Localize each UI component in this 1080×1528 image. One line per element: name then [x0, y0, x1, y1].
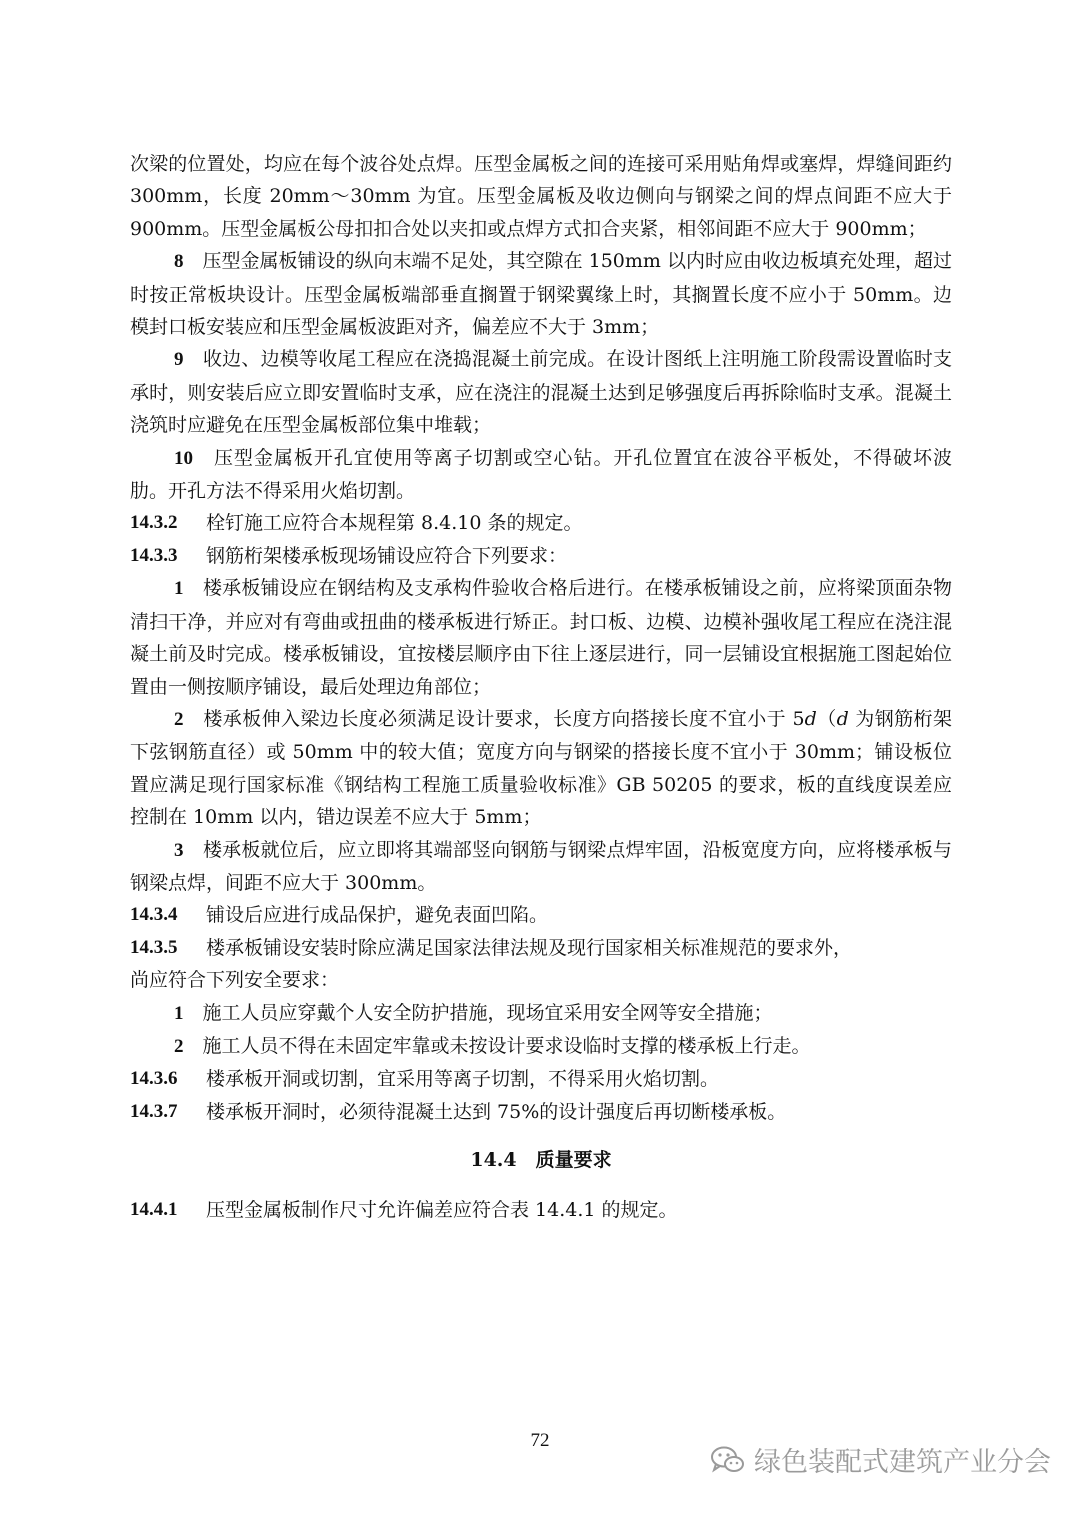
clause-14-3-5: [130, 932, 952, 964]
sub-item-1: [130, 572, 952, 703]
safety-item-1: [130, 997, 952, 1030]
item-number: 9: [174, 349, 184, 371]
item-text: 施工人员应穿戴个人安全防护措施，现场宜采用安全网等安全措施；: [202, 1001, 773, 1024]
clause-text: 楼承板开洞或切割，宜采用等离子切割，不得采用火焰切割。: [206, 1068, 720, 1091]
list-item-9: [130, 343, 952, 441]
section-title: 14.4 质量要求: [470, 1149, 612, 1172]
safety-item-2: [130, 1030, 952, 1063]
list-item-10: [130, 442, 952, 508]
clause-text: 钢筋桁架楼承板现场铺设应符合下列要求：: [206, 544, 568, 567]
clause-14-3-6: [130, 1063, 952, 1095]
clause-number: 14.3.6: [130, 1068, 178, 1090]
item-text: 收边、边模等收尾工程应在浇捣混凝土前完成。在设计图纸上注明施工阶段需设置临时支承时，则安装后应立即安置临时支承，应在浇注的混凝土达到足够强度后再拆除临时支承。混凝土浇筑时应避免在压型金属板部位集中堆载；: [130, 348, 952, 437]
clause-number: 14.3.4: [130, 904, 178, 926]
clause-14-3-4: [130, 899, 952, 931]
item-text: 施工人员不得在未固定牢靠或未按设计要求设临时支撑的楼承板上行走。: [202, 1034, 811, 1057]
clause-number: 14.3.7: [130, 1100, 178, 1122]
wechat-icon: [710, 1445, 746, 1475]
clause-number: 14.3.5: [130, 936, 178, 958]
clause-14-4-1: [130, 1194, 952, 1226]
item-number: 10: [174, 447, 193, 469]
item-number: 1: [174, 578, 184, 600]
clause-14-3-7: [130, 1096, 952, 1128]
item-number: 2: [174, 708, 184, 730]
item-number: 2: [174, 1035, 184, 1057]
item-text-c: 为钢筋桁架下弦钢筋直径）或 50mm 中的较大值；宽度方向与钢梁的搭接长度不宜小于 30mm；铺设板位置应满足现行国家标准《钢结构工程施工质量验收标准》GB 50205 的要求，板的直线度误差应控制在 10mm 以内，错边误差不应大于 5mm；: [130, 707, 952, 829]
clause-text: 铺设后应进行成品保护，避免表面凹陷。: [206, 904, 549, 927]
page-number: 72: [530, 1430, 550, 1451]
sub-item-3: [130, 834, 952, 900]
variable-d: d: [836, 707, 849, 730]
item-number: 8: [174, 251, 184, 273]
item-text-b: （: [816, 707, 837, 730]
clause-continuation: 尚应符合下列安全要求：: [130, 969, 340, 992]
item-text: 楼承板铺设应在钢结构及支承构件验收合格后进行。在楼承板铺设之前，应将梁顶面杂物清扫干净，并应对有弯曲或扭曲的楼承板进行矫正。封口板、边模、边模补强收尾工程应在浇注混凝土前及时完成。楼承板铺设，宜按楼层顺序由下往上逐层进行，同一层铺设宜根据施工图起始位置由一侧按顺序铺设，最后处理边角部位；: [130, 577, 952, 698]
clause-14-3-2: [130, 507, 952, 539]
item-number: 1: [174, 1002, 184, 1024]
clause-text: 栓钉施工应符合本规程第 8.4.10 条的规定。: [206, 512, 583, 535]
item-text: 压型金属板铺设的纵向末端不足处，其空隙在 150mm 以内时应由收边板填充处理，超过时按正常板块设计。压型金属板端部垂直搁置于钢梁翼缘上时，其搁置长度不应小于 50mm。边模封口板安装应和压型金属板波距对齐，偏差应不大于 3mm；: [130, 250, 952, 339]
item-number: 3: [174, 839, 184, 861]
clause-text: 压型金属板制作尺寸允许偏差应符合表 14.4.1 的规定。: [206, 1199, 678, 1222]
clause-number: 14.3.3: [130, 544, 178, 566]
item-text: 楼承板就位后，应立即将其端部竖向钢筋与钢梁点焊牢固，沿板宽度方向，应将楼承板与钢梁点焊，间距不应大于 300mm。: [130, 838, 952, 894]
variable-d: d: [804, 707, 817, 730]
item-text: 压型金属板开孔宜使用等离子切割或空心钻。开孔位置宜在波谷平板处，不得破坏波肋。开孔方法不得采用火焰切割。: [130, 446, 952, 503]
item-text-a: 楼承板伸入梁边长度必须满足设计要求，长度方向搭接长度不宜小于 5: [203, 707, 805, 730]
document-body: [130, 148, 952, 1227]
paragraph-continuation: 次梁的位置处，均应在每个波谷处点焊。压型金属板之间的连接可采用贴角焊或塞焊，焊缝间距约 300mm，长度 20mm～30mm 为宜。压型金属板及收边侧向与钢梁之间的焊点间距不应大于 900mm。压型金属板公母扣扣合处以夹扣或点焊方式扣合夹紧，相邻间距不应大于 900mm；: [130, 153, 952, 240]
clause-text: 楼承板开洞时，必须待混凝土达到 75%的设计强度后再切断楼承板。: [206, 1100, 787, 1123]
clause-number: 14.3.2: [130, 512, 178, 534]
watermark-text: 绿色装配式建筑产业分会: [754, 1447, 1051, 1478]
clause-number: 14.4.1: [130, 1199, 178, 1221]
clause-text: 楼承板铺设安装时除应满足国家法律法规及现行国家相关标准规范的要求外，: [206, 936, 853, 959]
watermark: [710, 1440, 1051, 1479]
list-item-8: [130, 245, 952, 343]
sub-item-2: [130, 703, 952, 834]
clause-14-3-3: [130, 540, 952, 572]
